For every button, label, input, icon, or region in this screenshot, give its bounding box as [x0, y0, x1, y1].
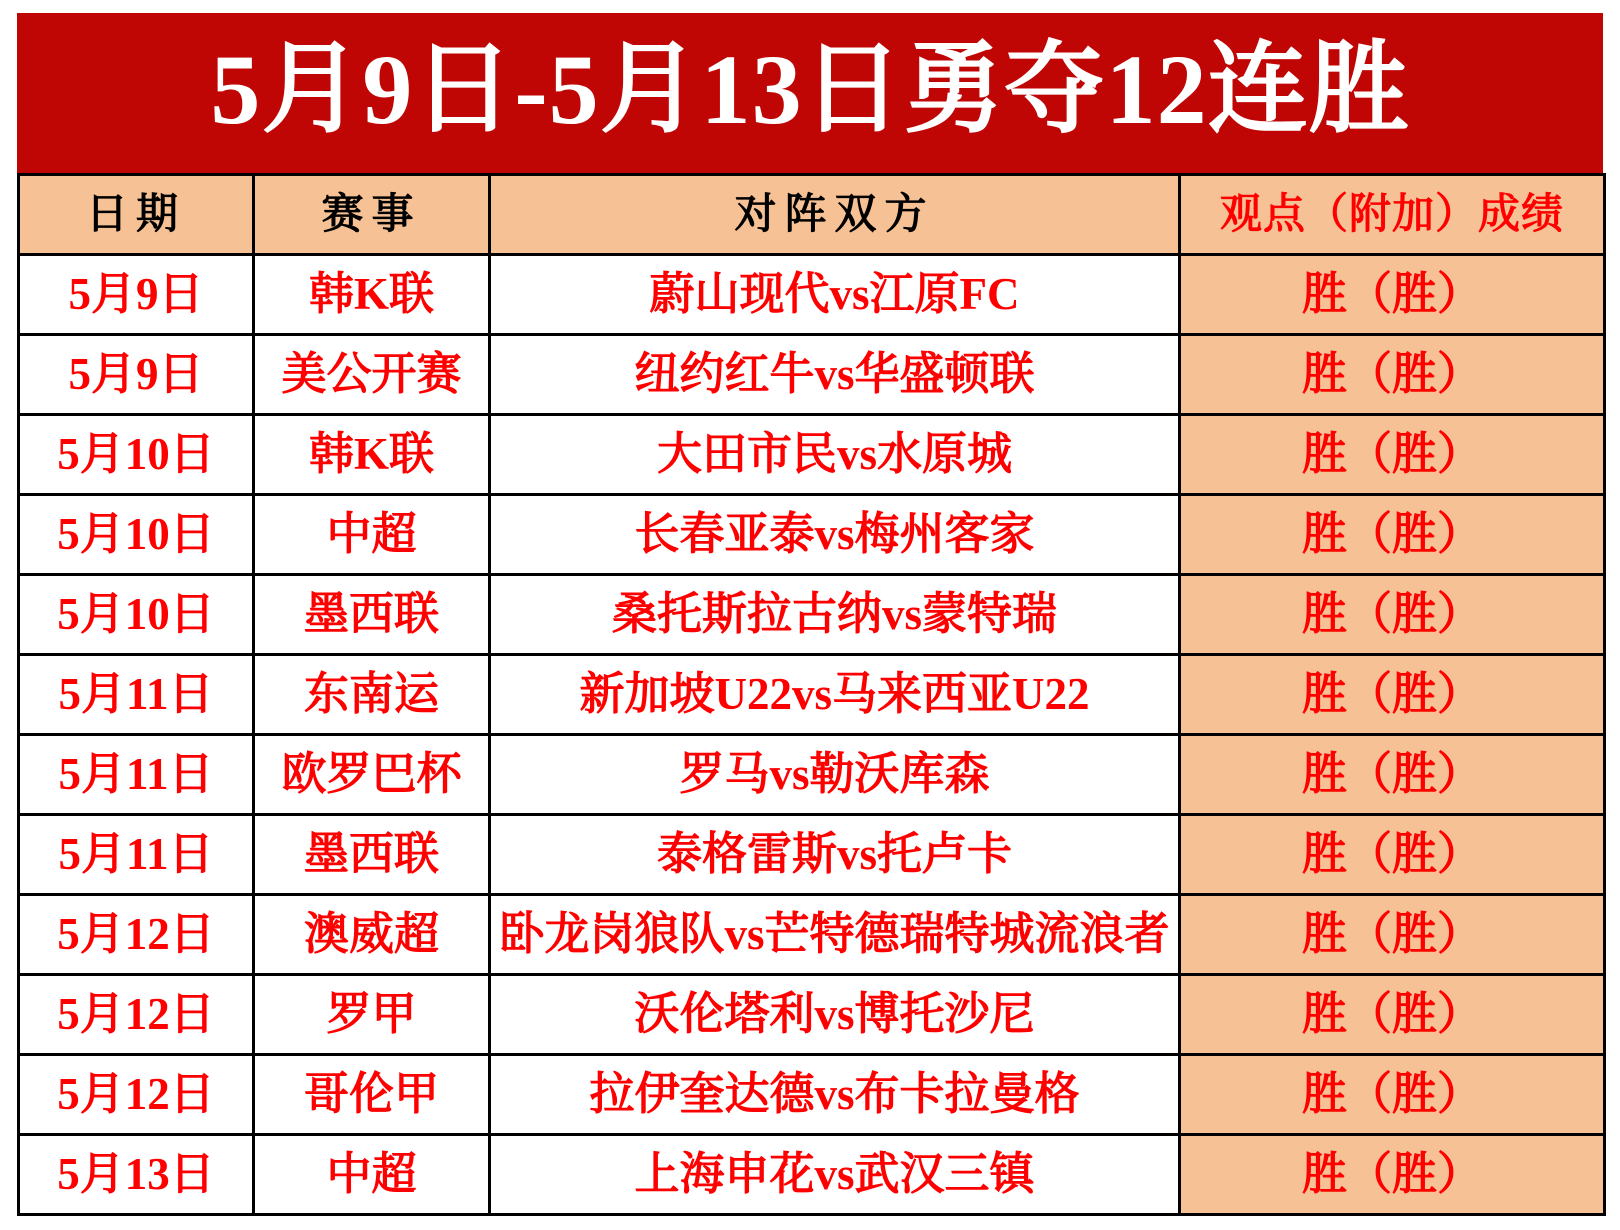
table-row: [19, 495, 1605, 575]
date-cell: 5月10日: [19, 495, 254, 575]
header-date: 日期: [19, 175, 254, 255]
header-league: 赛事: [254, 175, 490, 255]
result-cell: 胜（胜）: [1180, 975, 1605, 1055]
match-cell: 蔚山现代vs江原FC: [490, 255, 1180, 335]
table-row: [19, 975, 1605, 1055]
table-row: [19, 735, 1605, 815]
result-cell: 胜（胜）: [1180, 255, 1605, 335]
banner-title: 5月9日-5月13日勇夺12连胜: [210, 34, 1410, 145]
table-body: [19, 255, 1605, 1215]
title-banner: [17, 13, 1603, 173]
date-cell: 5月11日: [19, 735, 254, 815]
results-table: [17, 173, 1606, 1216]
match-cell: 桑托斯拉古纳vs蒙特瑞: [490, 575, 1180, 655]
result-cell: 胜（胜）: [1180, 575, 1605, 655]
league-cell: 墨西联: [254, 575, 490, 655]
table-row: [19, 335, 1605, 415]
result-cell: 胜（胜）: [1180, 735, 1605, 815]
date-cell: 5月11日: [19, 655, 254, 735]
result-cell: 胜（胜）: [1180, 415, 1605, 495]
result-cell: 胜（胜）: [1180, 1135, 1605, 1215]
date-cell: 5月9日: [19, 255, 254, 335]
result-cell: 胜（胜）: [1180, 655, 1605, 735]
league-cell: 韩K联: [254, 415, 490, 495]
header-row: [19, 175, 1605, 255]
date-cell: 5月13日: [19, 1135, 254, 1215]
league-cell: 韩K联: [254, 255, 490, 335]
league-cell: 美公开赛: [254, 335, 490, 415]
league-cell: 澳威超: [254, 895, 490, 975]
date-cell: 5月9日: [19, 335, 254, 415]
league-cell: 哥伦甲: [254, 1055, 490, 1135]
date-cell: 5月12日: [19, 895, 254, 975]
table-row: [19, 1055, 1605, 1135]
league-cell: 东南运: [254, 655, 490, 735]
result-cell: 胜（胜）: [1180, 1055, 1605, 1135]
match-cell: 罗马vs勒沃库森: [490, 735, 1180, 815]
match-cell: 纽约红牛vs华盛顿联: [490, 335, 1180, 415]
match-cell: 新加坡U22vs马来西亚U22: [490, 655, 1180, 735]
table-row: [19, 1135, 1605, 1215]
match-cell: 泰格雷斯vs托卢卡: [490, 815, 1180, 895]
date-cell: 5月12日: [19, 975, 254, 1055]
date-cell: 5月10日: [19, 415, 254, 495]
result-cell: 胜（胜）: [1180, 495, 1605, 575]
match-cell: 拉伊奎达德vs布卡拉曼格: [490, 1055, 1180, 1135]
table-row: [19, 255, 1605, 335]
result-cell: 胜（胜）: [1180, 335, 1605, 415]
date-cell: 5月12日: [19, 1055, 254, 1135]
match-cell: 上海申花vs武汉三镇: [490, 1135, 1180, 1215]
league-cell: 中超: [254, 1135, 490, 1215]
match-cell: 沃伦塔利vs博托沙尼: [490, 975, 1180, 1055]
league-cell: 中超: [254, 495, 490, 575]
date-cell: 5月11日: [19, 815, 254, 895]
league-cell: 罗甲: [254, 975, 490, 1055]
table-row: [19, 895, 1605, 975]
date-cell: 5月10日: [19, 575, 254, 655]
league-cell: 墨西联: [254, 815, 490, 895]
match-cell: 长春亚泰vs梅州客家: [490, 495, 1180, 575]
table-row: [19, 575, 1605, 655]
table-row: [19, 415, 1605, 495]
sheet: [17, 13, 1603, 1216]
header-match: 对阵双方: [490, 175, 1180, 255]
result-cell: 胜（胜）: [1180, 815, 1605, 895]
league-cell: 欧罗巴杯: [254, 735, 490, 815]
table-row: [19, 655, 1605, 735]
match-cell: 大田市民vs水原城: [490, 415, 1180, 495]
header-result: 观点（附加）成绩: [1180, 175, 1605, 255]
match-cell: 卧龙岗狼队vs芒特德瑞特城流浪者: [490, 895, 1180, 975]
result-cell: 胜（胜）: [1180, 895, 1605, 975]
table-row: [19, 815, 1605, 895]
